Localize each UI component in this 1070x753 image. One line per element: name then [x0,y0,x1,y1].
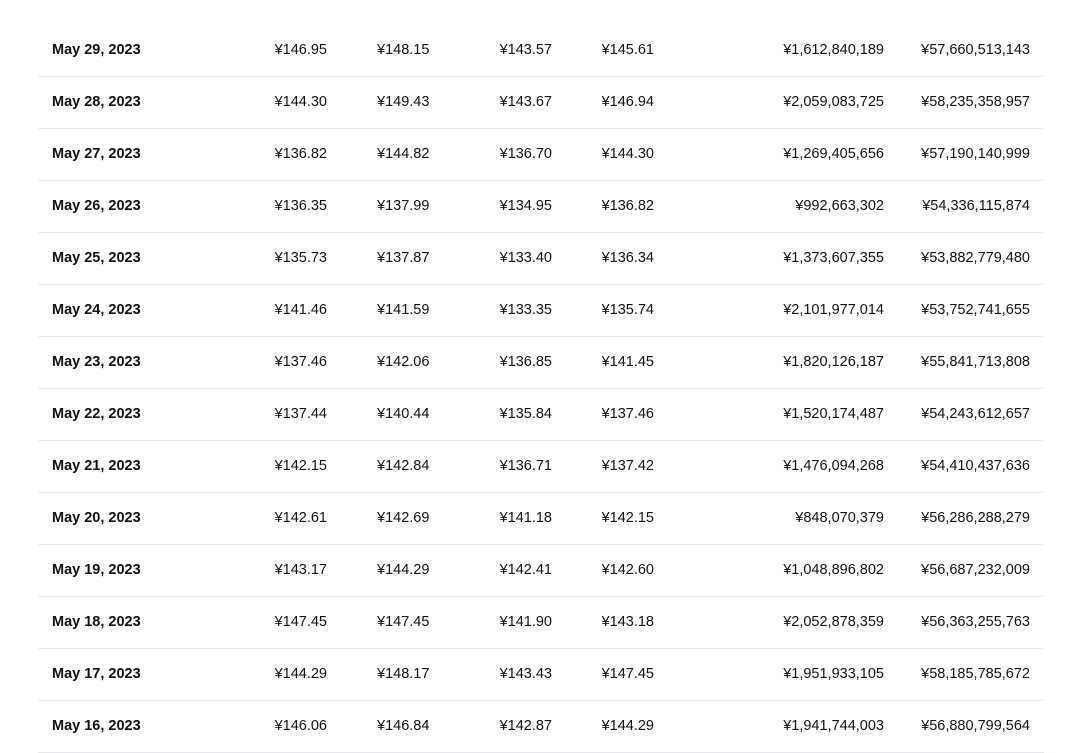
volume-cell: ¥1,941,744,003 [783,718,884,734]
market-cap-cell: ¥57,660,513,143 [921,42,1030,58]
open-price-cell: ¥137.46 [274,354,327,370]
market-cap-cell: ¥54,410,437,636 [921,458,1030,474]
date-cell: May 28, 2023 [52,94,141,110]
volume-cell: ¥1,612,840,189 [783,42,884,58]
open-price-cell: ¥142.61 [274,510,327,526]
volume-cell: ¥1,269,405,656 [783,146,884,162]
date-cell: May 16, 2023 [52,718,141,734]
low-price-cell: ¥133.35 [499,302,552,318]
high-price-cell: ¥141.59 [377,302,430,318]
close-price-cell: ¥136.82 [601,198,654,214]
high-price-cell: ¥144.82 [377,146,430,162]
open-price-cell: ¥136.35 [274,198,327,214]
close-price-cell: ¥141.45 [601,354,654,370]
high-price-cell: ¥142.06 [377,354,430,370]
volume-cell: ¥1,951,933,105 [783,666,884,682]
close-price-cell: ¥142.60 [601,562,654,578]
low-price-cell: ¥142.41 [499,562,552,578]
open-price-cell: ¥146.95 [274,42,327,58]
market-cap-cell: ¥56,880,799,564 [921,718,1030,734]
table-row [38,701,1044,753]
table-row [38,77,1044,129]
table-row [38,441,1044,493]
low-price-cell: ¥143.57 [499,42,552,58]
close-price-cell: ¥135.74 [601,302,654,318]
volume-cell: ¥2,101,977,014 [783,302,884,318]
volume-cell: ¥992,663,302 [795,198,884,214]
high-price-cell: ¥149.43 [377,94,430,110]
open-price-cell: ¥137.44 [274,406,327,422]
date-cell: May 23, 2023 [52,354,141,370]
date-cell: May 19, 2023 [52,562,141,578]
table-row [38,493,1044,545]
market-cap-cell: ¥53,752,741,655 [921,302,1030,318]
high-price-cell: ¥146.84 [377,718,430,734]
market-cap-cell: ¥54,243,612,657 [921,406,1030,422]
close-price-cell: ¥136.34 [601,250,654,266]
table-row [38,649,1044,701]
volume-cell: ¥1,520,174,487 [783,406,884,422]
close-price-cell: ¥146.94 [601,94,654,110]
low-price-cell: ¥143.67 [499,94,552,110]
market-cap-cell: ¥54,336,115,874 [922,198,1030,214]
open-price-cell: ¥146.06 [274,718,327,734]
table-row [38,129,1044,181]
market-cap-cell: ¥57,190,140,999 [921,146,1030,162]
close-price-cell: ¥144.30 [601,146,654,162]
open-price-cell: ¥144.29 [274,666,327,682]
close-price-cell: ¥147.45 [601,666,654,682]
date-cell: May 26, 2023 [52,198,141,214]
low-price-cell: ¥135.84 [499,406,552,422]
date-cell: May 18, 2023 [52,614,141,630]
market-cap-cell: ¥58,185,785,672 [921,666,1030,682]
historical-price-table [38,25,1044,753]
high-price-cell: ¥140.44 [377,406,430,422]
date-cell: May 25, 2023 [52,250,141,266]
low-price-cell: ¥136.70 [499,146,552,162]
high-price-cell: ¥142.69 [377,510,430,526]
low-price-cell: ¥133.40 [499,250,552,266]
close-price-cell: ¥143.18 [601,614,654,630]
market-cap-cell: ¥58,235,358,957 [921,94,1030,110]
table-row [38,181,1044,233]
volume-cell: ¥1,048,896,802 [783,562,884,578]
table-row [38,545,1044,597]
close-price-cell: ¥137.42 [601,458,654,474]
high-price-cell: ¥137.99 [377,198,430,214]
date-cell: May 27, 2023 [52,146,141,162]
open-price-cell: ¥143.17 [274,562,327,578]
table-row [38,285,1044,337]
volume-cell: ¥2,052,878,359 [783,614,884,630]
date-cell: May 24, 2023 [52,302,141,318]
high-price-cell: ¥148.15 [377,42,430,58]
market-cap-cell: ¥56,286,288,279 [921,510,1030,526]
volume-cell: ¥1,476,094,268 [783,458,884,474]
date-cell: May 20, 2023 [52,510,141,526]
high-price-cell: ¥144.29 [377,562,430,578]
date-cell: May 22, 2023 [52,406,141,422]
market-cap-cell: ¥55,841,713,808 [921,354,1030,370]
date-cell: May 17, 2023 [52,666,141,682]
high-price-cell: ¥142.84 [377,458,430,474]
close-price-cell: ¥145.61 [601,42,654,58]
table-row [38,597,1044,649]
high-price-cell: ¥148.17 [377,666,430,682]
low-price-cell: ¥143.43 [499,666,552,682]
table-row [38,389,1044,441]
table-row [38,233,1044,285]
low-price-cell: ¥136.71 [499,458,552,474]
low-price-cell: ¥142.87 [499,718,552,734]
open-price-cell: ¥147.45 [274,614,327,630]
volume-cell: ¥2,059,083,725 [783,94,884,110]
volume-cell: ¥848,070,379 [795,510,884,526]
volume-cell: ¥1,820,126,187 [783,354,884,370]
open-price-cell: ¥136.82 [274,146,327,162]
open-price-cell: ¥144.30 [274,94,327,110]
high-price-cell: ¥147.45 [377,614,430,630]
low-price-cell: ¥141.18 [499,510,552,526]
table-row [38,25,1044,77]
close-price-cell: ¥144.29 [601,718,654,734]
date-cell: May 29, 2023 [52,42,141,58]
market-cap-cell: ¥56,363,255,763 [921,614,1030,630]
open-price-cell: ¥141.46 [274,302,327,318]
open-price-cell: ¥142.15 [274,458,327,474]
market-cap-cell: ¥53,882,779,480 [921,250,1030,266]
open-price-cell: ¥135.73 [274,250,327,266]
close-price-cell: ¥137.46 [601,406,654,422]
low-price-cell: ¥136.85 [499,354,552,370]
high-price-cell: ¥137.87 [377,250,430,266]
market-cap-cell: ¥56,687,232,009 [921,562,1030,578]
low-price-cell: ¥134.95 [499,198,552,214]
volume-cell: ¥1,373,607,355 [783,250,884,266]
low-price-cell: ¥141.90 [499,614,552,630]
table-row [38,337,1044,389]
close-price-cell: ¥142.15 [601,510,654,526]
date-cell: May 21, 2023 [52,458,141,474]
